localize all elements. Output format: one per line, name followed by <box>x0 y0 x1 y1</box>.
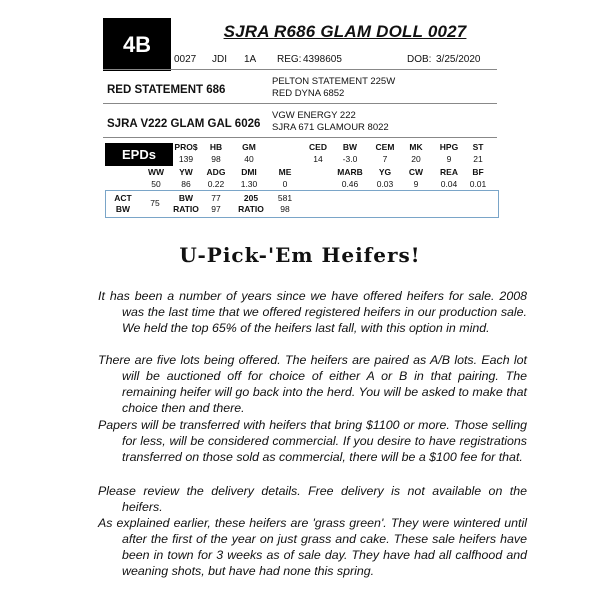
divider <box>103 69 497 70</box>
epd-value-yw: 86 <box>181 179 191 189</box>
epd-value-pro: 139 <box>178 154 194 164</box>
epd-header-cw: CW <box>408 167 424 177</box>
sire-dam: RED DYNA 6852 <box>272 88 345 99</box>
epd-header-yw: YW <box>179 167 193 177</box>
epd-header-st: ST <box>472 142 484 152</box>
dob-value: 3/25/2020 <box>436 54 481 65</box>
epd-value-gm: 40 <box>244 154 254 164</box>
epd-value-adg: 0.22 <box>207 179 225 189</box>
sire-name: RED STATEMENT 686 <box>107 84 226 96</box>
code: 1A <box>244 54 257 65</box>
act-bw-value: 75 <box>150 198 160 208</box>
epd-header-marb: MARB <box>337 167 363 177</box>
epd-value-bf: 0.01 <box>469 179 487 189</box>
paragraph: Please review the delivery details. Free delivery is not available on the heifers. <box>98 484 527 514</box>
epd-value-hpg: 9 <box>446 154 452 164</box>
dam-sire: VGW ENERGY 222 <box>272 110 356 121</box>
epd-value-cem: 7 <box>382 154 388 164</box>
paragraph: It has been a number of years since we have offered heifers for sale. 2008 was the last time that we offered registered heifers in our production sale. We held the top 65% of the heifers last fall, with this option in mind. <box>98 289 527 335</box>
divider <box>103 103 497 104</box>
w205-value: 581 <box>277 193 293 203</box>
prefix: JDI <box>212 54 227 65</box>
tag-number: 0027 <box>174 54 197 65</box>
epd-header-yg: YG <box>378 167 392 177</box>
epd-header-bw: BW <box>342 142 358 152</box>
dam-dam: SJRA 671 GLAMOUR 8022 <box>272 122 389 133</box>
dob-label: DOB: <box>407 54 432 65</box>
paragraph: As explained earlier, these heifers are 'grass green'. They were wintered until after the first of the year on just grass and cake. These sale heifers have been in town for 3 weeks as of sale day. They have had all calfhood and weaning shots, but have had none this spring. <box>98 516 527 578</box>
epd-header-hpg: HPG <box>439 142 459 152</box>
reg-number: 4398605 <box>303 54 342 65</box>
epd-value-dmi: 1.30 <box>240 179 258 189</box>
w205-label-top: 205 <box>243 193 259 203</box>
epd-header-me: ME <box>278 167 292 177</box>
epd-header-gm: GM <box>242 142 256 152</box>
epd-value-cw: 9 <box>413 179 419 189</box>
dam-name: SJRA V222 GLAM GAL 6026 <box>107 118 261 130</box>
bw-ratio-value: 97 <box>211 204 221 214</box>
epd-value-st: 21 <box>473 154 483 164</box>
bw-ratio-label-bottom: RATIO <box>173 204 199 214</box>
epds-label: EPDs <box>105 143 173 166</box>
paragraph: Papers will be transferred with heifers that bring $1100 or more. Those selling for less, will be considered commercial. If you desire to have registrations transferred on those sold as commercial, there will be a $100 fee for that. <box>98 418 527 464</box>
epd-header-mk: MK <box>409 142 423 152</box>
epd-header-pro: PRO$ <box>174 142 198 152</box>
bw-value: 77 <box>211 193 221 203</box>
sire-sire: PELTON STATEMENT 225W <box>272 76 396 87</box>
epd-value-hb: 98 <box>211 154 221 164</box>
reg-label: REG: <box>277 54 302 65</box>
act-label: ACT <box>114 193 132 203</box>
epd-header-hb: HB <box>209 142 223 152</box>
animal-name: SJRA R686 GLAM DOLL 0027 <box>223 22 467 41</box>
epd-value-ced: 14 <box>313 154 323 164</box>
epd-value-ww: 50 <box>151 179 161 189</box>
divider <box>103 137 497 138</box>
paragraph: There are five lots being offered. The heifers are paired as A/B lots. Each lot will be auctioned off for choice of either A or B in that pairing. The remaining heifer will go back into the herd. You will be asked to make that choice then and there. <box>98 353 527 415</box>
epd-value-mk: 20 <box>411 154 421 164</box>
epd-value-bw: -3.0 <box>342 154 358 164</box>
epd-header-adg: ADG <box>206 167 226 177</box>
epd-value-marb: 0.46 <box>341 179 359 189</box>
epd-header-ced: CED <box>309 142 327 152</box>
epd-header-bf: BF <box>472 167 484 177</box>
bw-ratio-label-top: BW <box>178 193 194 203</box>
epd-header-cem: CEM <box>375 142 395 152</box>
epd-value-me: 0 <box>282 179 288 189</box>
lot-number: 4B <box>103 18 171 71</box>
epd-header-dmi: DMI <box>241 167 257 177</box>
w205-label-bottom: RATIO <box>238 204 264 214</box>
act-bw-label: BW <box>115 204 131 214</box>
epd-header-ww: WW <box>147 167 165 177</box>
w205-ratio-value: 98 <box>280 204 290 214</box>
epd-value-yg: 0.03 <box>376 179 394 189</box>
section-heading: U-Pick-'Em Heifers! <box>179 243 421 267</box>
epd-header-rea: REA <box>440 167 458 177</box>
epd-value-rea: 0.04 <box>440 179 458 189</box>
